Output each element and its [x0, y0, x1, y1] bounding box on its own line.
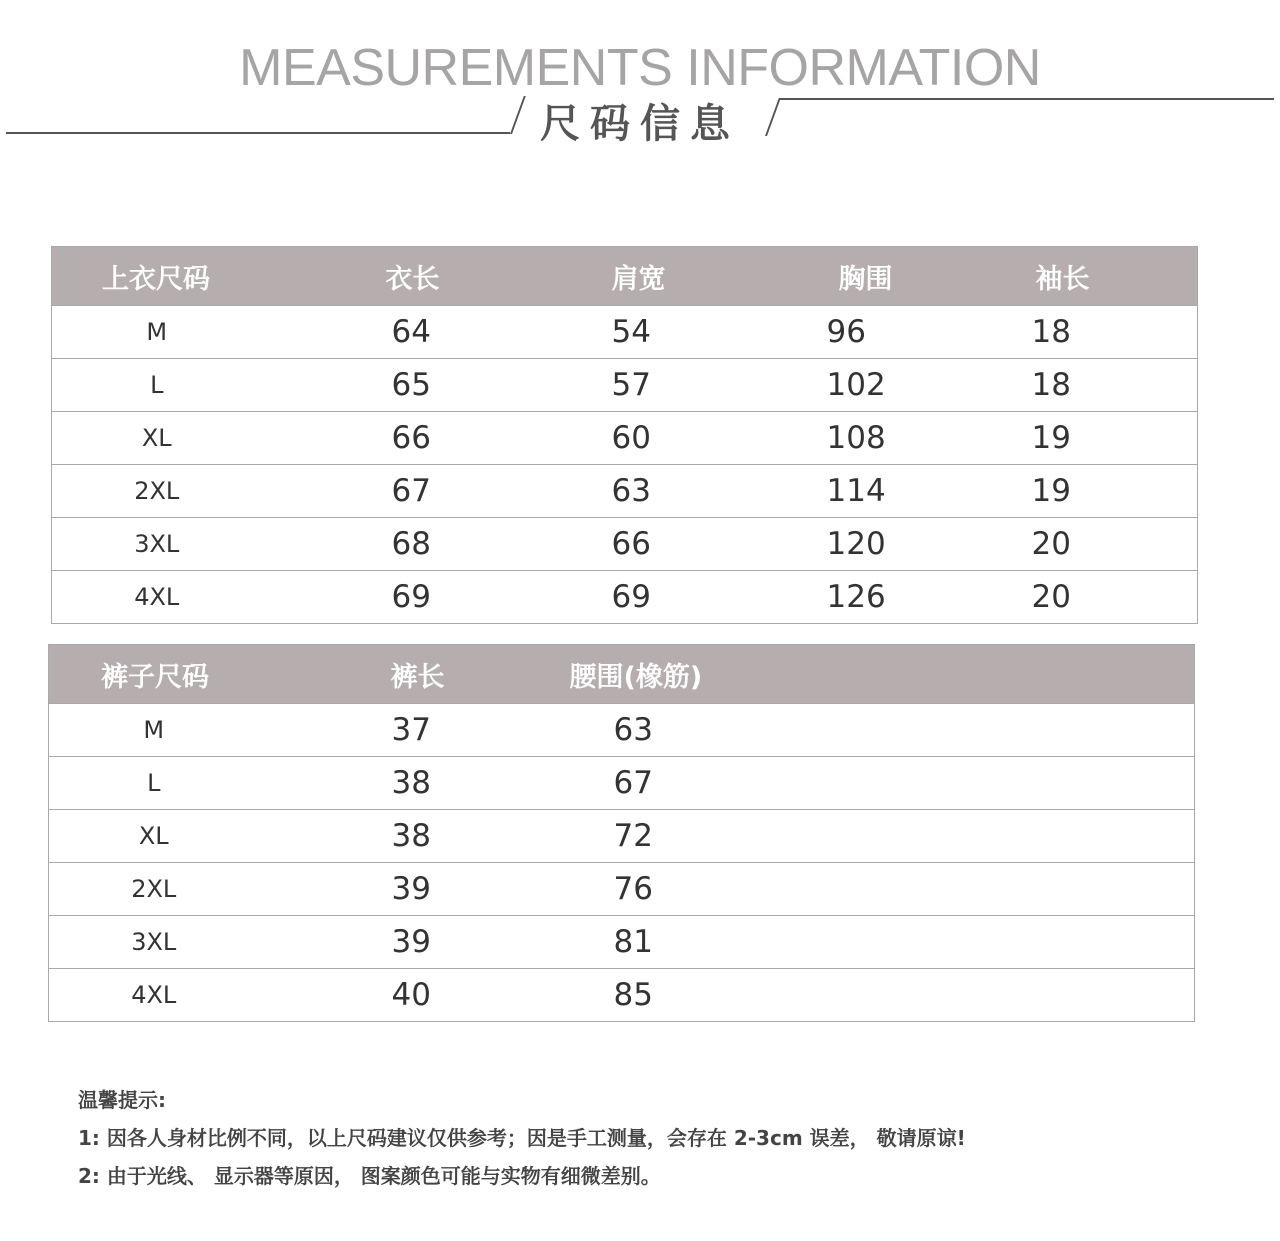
table-row [52, 518, 1198, 571]
measure-cell: 54 [482, 306, 707, 359]
measure-cell: 20 [932, 518, 1198, 571]
size-label: 4XL [52, 571, 262, 624]
table-row [49, 969, 1195, 1022]
table-row [52, 359, 1198, 412]
size-label: 2XL [52, 465, 262, 518]
header-top-size: 上衣尺码 [52, 247, 262, 306]
size-label: L [52, 359, 262, 412]
measure-cell: 69 [482, 571, 707, 624]
measure-cell: 18 [932, 306, 1198, 359]
header-length: 衣长 [262, 247, 482, 306]
measure-cell: 20 [932, 571, 1198, 624]
pants-table-header [49, 645, 1195, 704]
title-right-rule [780, 98, 1274, 100]
empty-cell [704, 757, 1195, 810]
measure-cell: 108 [707, 412, 932, 465]
table-row [52, 465, 1198, 518]
measure-cell: 85 [479, 969, 704, 1022]
table-row [49, 704, 1195, 757]
measure-cell: 65 [262, 359, 482, 412]
size-label: 3XL [49, 916, 259, 969]
measure-cell: 66 [262, 412, 482, 465]
empty-cell [704, 863, 1195, 916]
header-pants-length: 裤长 [259, 645, 479, 704]
pants-size-table [48, 644, 1195, 1022]
title-english: MEASUREMENTS INFORMATION [239, 39, 1041, 97]
measure-cell: 72 [479, 810, 704, 863]
measure-cell: 60 [482, 412, 707, 465]
header-chest: 胸围 [707, 247, 932, 306]
measure-cell: 81 [479, 916, 704, 969]
measure-cell: 67 [262, 465, 482, 518]
measure-cell: 120 [707, 518, 932, 571]
table-row [49, 863, 1195, 916]
measure-cell: 18 [932, 359, 1198, 412]
top-table-header [52, 247, 1198, 306]
header-waist: 腰围(橡筋) [479, 645, 1195, 704]
empty-cell [704, 704, 1195, 757]
table-row [52, 412, 1198, 465]
measure-cell: 102 [707, 359, 932, 412]
measure-cell: 126 [707, 571, 932, 624]
size-label: 4XL [49, 969, 259, 1022]
measure-cell: 76 [479, 863, 704, 916]
notes-line-1: 1: 因各人身材比例不同，以上尺码建议仅供参考；因是手工测量，会存在 2-3cm 误差， 敬请原谅! [78, 1126, 966, 1150]
measure-cell: 69 [262, 571, 482, 624]
measure-cell: 38 [259, 757, 479, 810]
header-pants-size: 裤子尺码 [49, 645, 259, 704]
measure-cell: 63 [482, 465, 707, 518]
table-row [49, 916, 1195, 969]
size-label: XL [49, 810, 259, 863]
size-label: 2XL [49, 863, 259, 916]
table-row [49, 810, 1195, 863]
measure-cell: 39 [259, 916, 479, 969]
size-label: XL [52, 412, 262, 465]
top-size-table [51, 246, 1198, 624]
header-sleeve: 袖长 [932, 247, 1198, 306]
measure-cell: 57 [482, 359, 707, 412]
measure-cell: 63 [479, 704, 704, 757]
notes-line-2: 2: 由于光线、 显示器等原因， 图案颜色可能与实物有细微差别。 [78, 1164, 661, 1188]
measure-cell: 38 [259, 810, 479, 863]
empty-cell [704, 810, 1195, 863]
measure-cell: 64 [262, 306, 482, 359]
empty-cell [704, 969, 1195, 1022]
size-label: M [52, 306, 262, 359]
measure-cell: 40 [259, 969, 479, 1022]
measure-cell: 114 [707, 465, 932, 518]
table-row [52, 306, 1198, 359]
measure-cell: 39 [259, 863, 479, 916]
title-left-rule [6, 132, 510, 134]
measure-cell: 96 [707, 306, 932, 359]
notes-heading: 温馨提示: [78, 1088, 166, 1112]
table-row [49, 757, 1195, 810]
measure-cell: 19 [932, 465, 1198, 518]
size-label: 3XL [52, 518, 262, 571]
header-shoulder: 肩宽 [482, 247, 707, 306]
measure-cell: 37 [259, 704, 479, 757]
measure-cell: 19 [932, 412, 1198, 465]
measure-cell: 66 [482, 518, 707, 571]
measure-cell: 68 [262, 518, 482, 571]
empty-cell [704, 916, 1195, 969]
title-chinese: 尺码信息 [540, 101, 740, 147]
table-row [52, 571, 1198, 624]
size-label: L [49, 757, 259, 810]
measure-cell: 67 [479, 757, 704, 810]
notes [78, 1086, 966, 1200]
size-label: M [49, 704, 259, 757]
